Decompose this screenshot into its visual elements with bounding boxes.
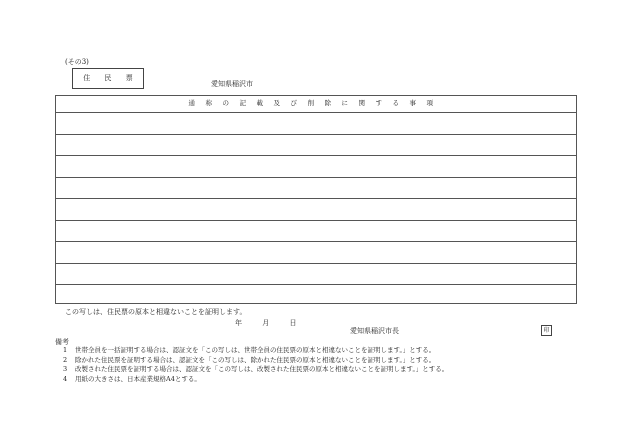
remark-text: 世帯全員を一括証明する場合は、認証文を「この写しは、世帯全員の住民票の原本と相違ないことを証明します。」とする。 <box>75 346 436 354</box>
remark-number: 3 <box>63 365 68 373</box>
table-header: 通称の記載及び削除に関する事項 <box>56 96 576 113</box>
remark-text: 除かれた住民票を証明する場合は、認証文を「この写しは、除かれた住民票の原本と相違ないことを証明します。」とする。 <box>75 355 436 364</box>
remarks-list <box>63 346 448 384</box>
date-year-label: 年 <box>235 319 242 327</box>
seal-mark: 印 <box>541 325 552 336</box>
remark-number: 1 <box>63 346 68 354</box>
remark-text: 改製された住民票を証明する場合は、認証文を「この写しは、改製された住民票の原本と相違ないことを証明します。」とする。 <box>75 365 449 373</box>
table-row-divider <box>56 177 576 178</box>
table-row-divider <box>56 241 576 242</box>
remark-text: 用紙の大きさは、日本産業規格A4とする。 <box>75 374 201 383</box>
remark-number: 2 <box>63 355 68 364</box>
remarks-heading: 備考 <box>55 338 69 346</box>
table-row-divider <box>56 220 576 221</box>
remark-item <box>63 346 448 356</box>
remark-number: 4 <box>63 374 68 383</box>
part-label: (その3) <box>65 58 89 66</box>
table-row-divider <box>56 198 576 199</box>
table-row-divider <box>56 155 576 156</box>
remark-item <box>63 365 448 375</box>
date-month-label: 月 <box>262 319 270 327</box>
alias-record-table <box>55 95 577 304</box>
document-type-box: 住 民 票 <box>72 68 144 89</box>
mayor-title: 愛知県稲沢市長 <box>350 327 399 335</box>
remark-item <box>63 356 448 366</box>
certification-date <box>235 318 296 328</box>
municipality-name: 愛知県稲沢市 <box>211 80 253 88</box>
certification-text: この写しは、住民票の原本と相違ないことを証明します。 <box>65 308 247 316</box>
table-row-divider <box>56 263 576 264</box>
table-row-divider <box>56 134 576 135</box>
table-row-divider <box>56 284 576 285</box>
date-day-label: 日 <box>289 319 297 327</box>
remark-item <box>63 375 448 385</box>
